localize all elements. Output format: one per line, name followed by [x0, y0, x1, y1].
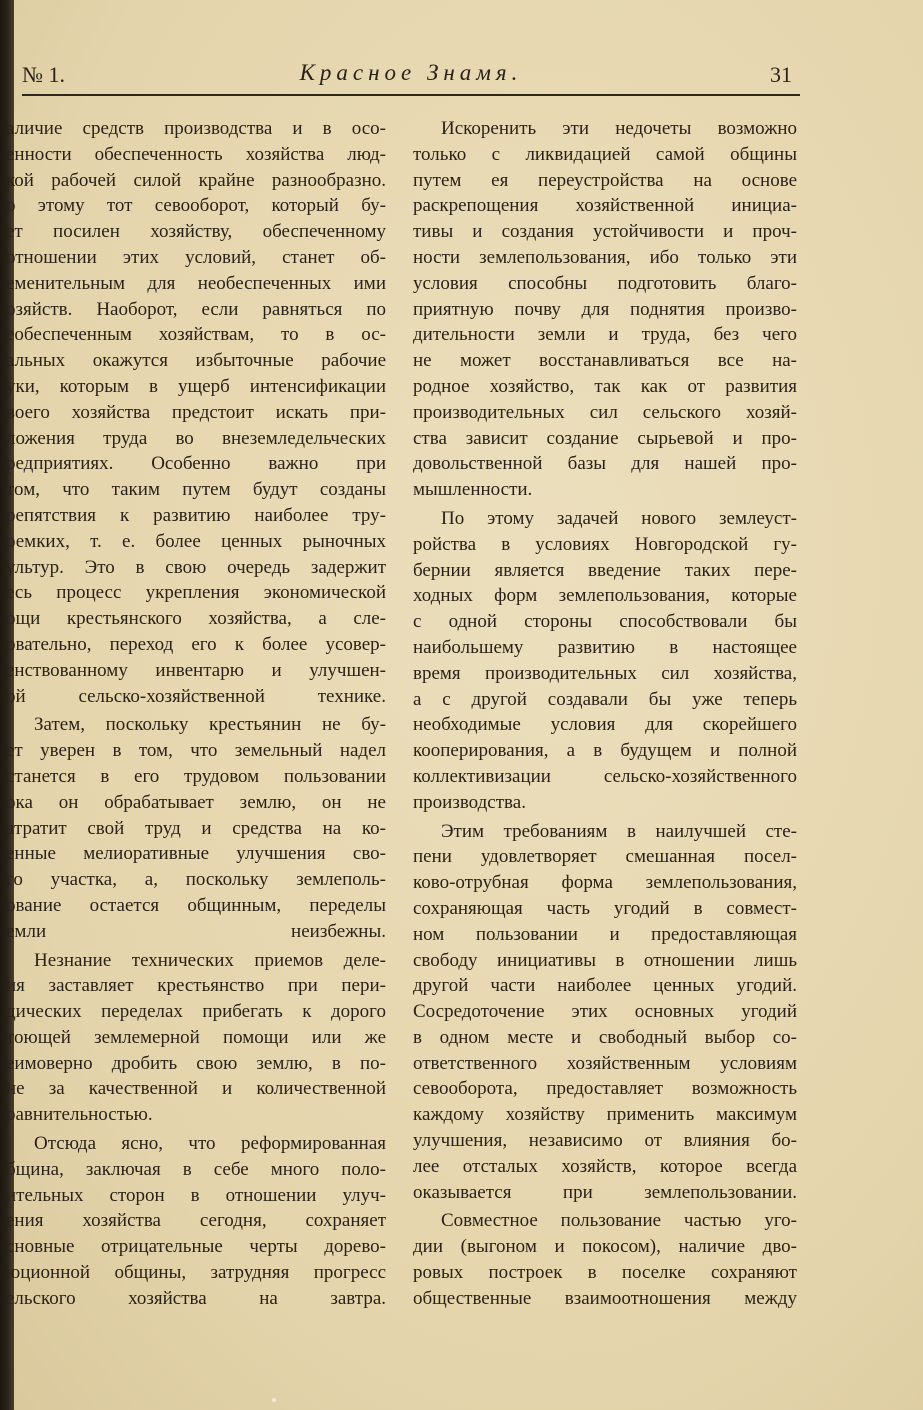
text-line: тоющей землемерной помощи или же	[6, 1026, 386, 1048]
text-line: озяйств. Наоборот, если равняться по	[6, 298, 386, 320]
journal-title: Красное Знамя.	[299, 60, 523, 85]
text-line: редприятиях. Особенно важно при	[6, 453, 386, 475]
text-line: не за качественной и количественной	[6, 1078, 386, 1100]
text-line: емли неизбежны.	[6, 920, 386, 942]
text-line: альных окажутся избыточные рабочие	[6, 350, 386, 372]
text-line: ково-отрубная форма землепользования,	[413, 872, 797, 894]
text-line: ства зависит создание сырьевой и про-	[413, 427, 797, 449]
text-line: приятную почву для поднятия произво-	[413, 298, 797, 320]
text-line: ой сельско-хозяйственной технике.	[6, 685, 386, 707]
text-line: ройства в условиях Новгородской гу-	[413, 533, 797, 555]
text-line: ровых построек в поселке сохраняют	[413, 1262, 797, 1284]
paragraph	[413, 1208, 797, 1311]
text-line: ока он обрабатывает землю, он не	[6, 791, 386, 813]
text-line: бщина, заключая в себе много поло-	[6, 1158, 386, 1180]
text-line: дительности земли и труда, без чего	[413, 324, 797, 346]
text-line: Затем, поскольку крестьянин не бу-	[34, 714, 386, 736]
text-line: каждому хозяйству применить максимум	[413, 1104, 797, 1126]
text-line: ощи крестьянского хозяйства, а сле-	[6, 608, 386, 630]
text-line: станется в его трудовом пользовании	[6, 765, 386, 787]
text-line: ет уверен в том, что земельный надел	[6, 740, 386, 762]
text-line: репятствия к развитию наиболее тру-	[6, 504, 386, 526]
text-line: еобеспеченным хозяйствам, то в ос-	[6, 324, 386, 346]
text-line: производства.	[413, 791, 526, 813]
text-line: только с ликвидацией самой общины	[413, 143, 797, 165]
left-column	[6, 116, 386, 1312]
text-line: ном пользовании и предоставляющая	[413, 923, 797, 945]
right-column	[413, 116, 797, 1312]
running-header	[22, 58, 800, 96]
text-line: севооборота, предоставляет возможность	[413, 1078, 797, 1100]
paragraph	[413, 506, 797, 816]
text-line: оказывается при землепользовании.	[413, 1181, 797, 1203]
text-line: енные мелиоративные улучшения сво-	[6, 843, 386, 865]
paragraph	[413, 819, 797, 1206]
text-line: отношении этих условий, станет об-	[6, 246, 386, 268]
paragraph	[6, 1131, 386, 1312]
paragraph	[6, 116, 386, 709]
text-line: Искоренить эти недочеты возможно	[441, 118, 797, 139]
text-line: Этим требованиям в наилучшей сте-	[441, 820, 797, 842]
text-line: енности обеспеченность хозяйства люд-	[6, 143, 386, 165]
text-line: уки, которым в ущерб интенсификации	[6, 375, 386, 397]
text-line: условия способны подготовить благо-	[413, 272, 797, 294]
text-line: раскрепощения хозяйственной инициа-	[413, 195, 797, 217]
text-line: сновные отрицательные черты дорево-	[6, 1236, 386, 1258]
text-line: ности землепользования, ибо только эти	[413, 246, 797, 268]
text-line: коллективизации сельско-хозяйственного	[413, 765, 797, 787]
text-line: ложения труда во внеземледельческих	[6, 427, 386, 449]
paper-speck	[272, 1398, 276, 1402]
text-line: пени удовлетворяет смешанная посел-	[413, 846, 797, 868]
text-line: дии (выгоном и покосом), наличие дво-	[413, 1236, 797, 1258]
page-number: 31	[770, 62, 792, 87]
text-line: а с другой создавали бы уже теперь	[413, 688, 797, 710]
text-line: том, что таким путем будут созданы	[6, 479, 386, 501]
text-line: Отсюда ясно, что реформированная	[34, 1133, 386, 1155]
text-line: Незнание технических приемов деле-	[34, 949, 386, 971]
text-line: тивы и создания устойчивости и проч-	[413, 221, 797, 243]
text-line: сохраняющая часть угодий в совмест-	[413, 897, 797, 919]
text-line: родное хозяйство, так как от развития	[413, 375, 797, 397]
text-line: ультур. Это в свою очередь задержит	[6, 556, 386, 578]
text-line: другой части наиболее ценных угодий.	[413, 975, 797, 997]
text-line: наибольшему развитию в настоящее	[413, 636, 797, 658]
text-line: дических переделах прибегать к дорого	[6, 1001, 386, 1023]
text-line: равнительностью.	[6, 1104, 153, 1126]
text-line: ование остается общинным, переделы	[6, 894, 386, 916]
paragraph	[6, 948, 386, 1129]
text-line: довольственной базы для нашей про-	[413, 453, 797, 475]
text-line: кооперирования, а в будущем и полной	[413, 740, 797, 762]
text-line: ельского хозяйства на завтра.	[6, 1287, 386, 1309]
text-line: свободу инициативы в отношении лишь	[413, 949, 797, 971]
text-line: енствованному инвентарю и улучшен-	[6, 659, 386, 681]
text-line: ет посилен хозяйству, обеспеченному	[6, 221, 386, 243]
text-line: о этому тот севооборот, который бу-	[6, 195, 386, 217]
text-line: воего хозяйства предстоит искать при-	[6, 401, 386, 423]
text-line: кой рабочей силой крайне разнообразно.	[6, 169, 386, 191]
issue-number: № 1.	[22, 62, 65, 87]
text-line: овательно, переход его к более усовер-	[6, 633, 386, 655]
text-line: аличие средств производства и в осо-	[6, 118, 386, 139]
text-line: не может восстанавливаться все на-	[413, 350, 797, 372]
text-line: улучшения, независимо от влияния бо-	[413, 1130, 797, 1152]
text-line: го участка, а, поскольку землеполь-	[6, 869, 386, 891]
text-line: Совместное пользование частью уго-	[441, 1210, 797, 1232]
text-line: еменительным для необеспеченных ими	[6, 272, 386, 294]
text-line: ия заставляет крестьянство при пери-	[6, 975, 386, 997]
text-line: ения хозяйства сегодня, сохраняет	[6, 1210, 386, 1232]
text-line: общественные взаимоотношения между	[413, 1287, 797, 1309]
text-line: мышленности.	[413, 479, 533, 501]
text-line: Сосредоточение этих основных угодий	[413, 1001, 797, 1023]
text-line: лее отсталых хозяйств, которое всегда	[413, 1155, 797, 1177]
text-line: ходных форм землепользования, которые	[413, 585, 797, 607]
text-line: По этому задачей нового землеуст-	[441, 507, 797, 529]
paragraph	[413, 116, 797, 503]
text-line: время производительных сил хозяйства,	[413, 662, 797, 684]
text-line: бернии является введение таких пере-	[413, 559, 797, 581]
text-line: еимоверно дробить свою землю, в по-	[6, 1052, 386, 1074]
text-line: атратит свой труд и средства на ко-	[6, 817, 386, 839]
text-line: с одной стороны способствовали бы	[413, 611, 797, 633]
text-line: в одном месте и свободный выбор со-	[413, 1026, 797, 1048]
text-line: ответственного хозяйственным условиям	[413, 1052, 797, 1074]
text-line: оемких, т. е. более ценных рыночных	[6, 530, 386, 552]
text-line: производительных сил сельского хозяй-	[413, 401, 797, 423]
text-line: есь процесс укрепления экономической	[6, 582, 386, 604]
text-line: ительных сторон в отношении улуч-	[6, 1184, 386, 1206]
text-line: юционной общины, затрудняя прогресс	[6, 1262, 386, 1284]
paragraph	[6, 712, 386, 944]
text-line: необходимые условия для скорейшего	[413, 714, 797, 736]
text-line: путем ея переустройства на основе	[413, 169, 797, 191]
